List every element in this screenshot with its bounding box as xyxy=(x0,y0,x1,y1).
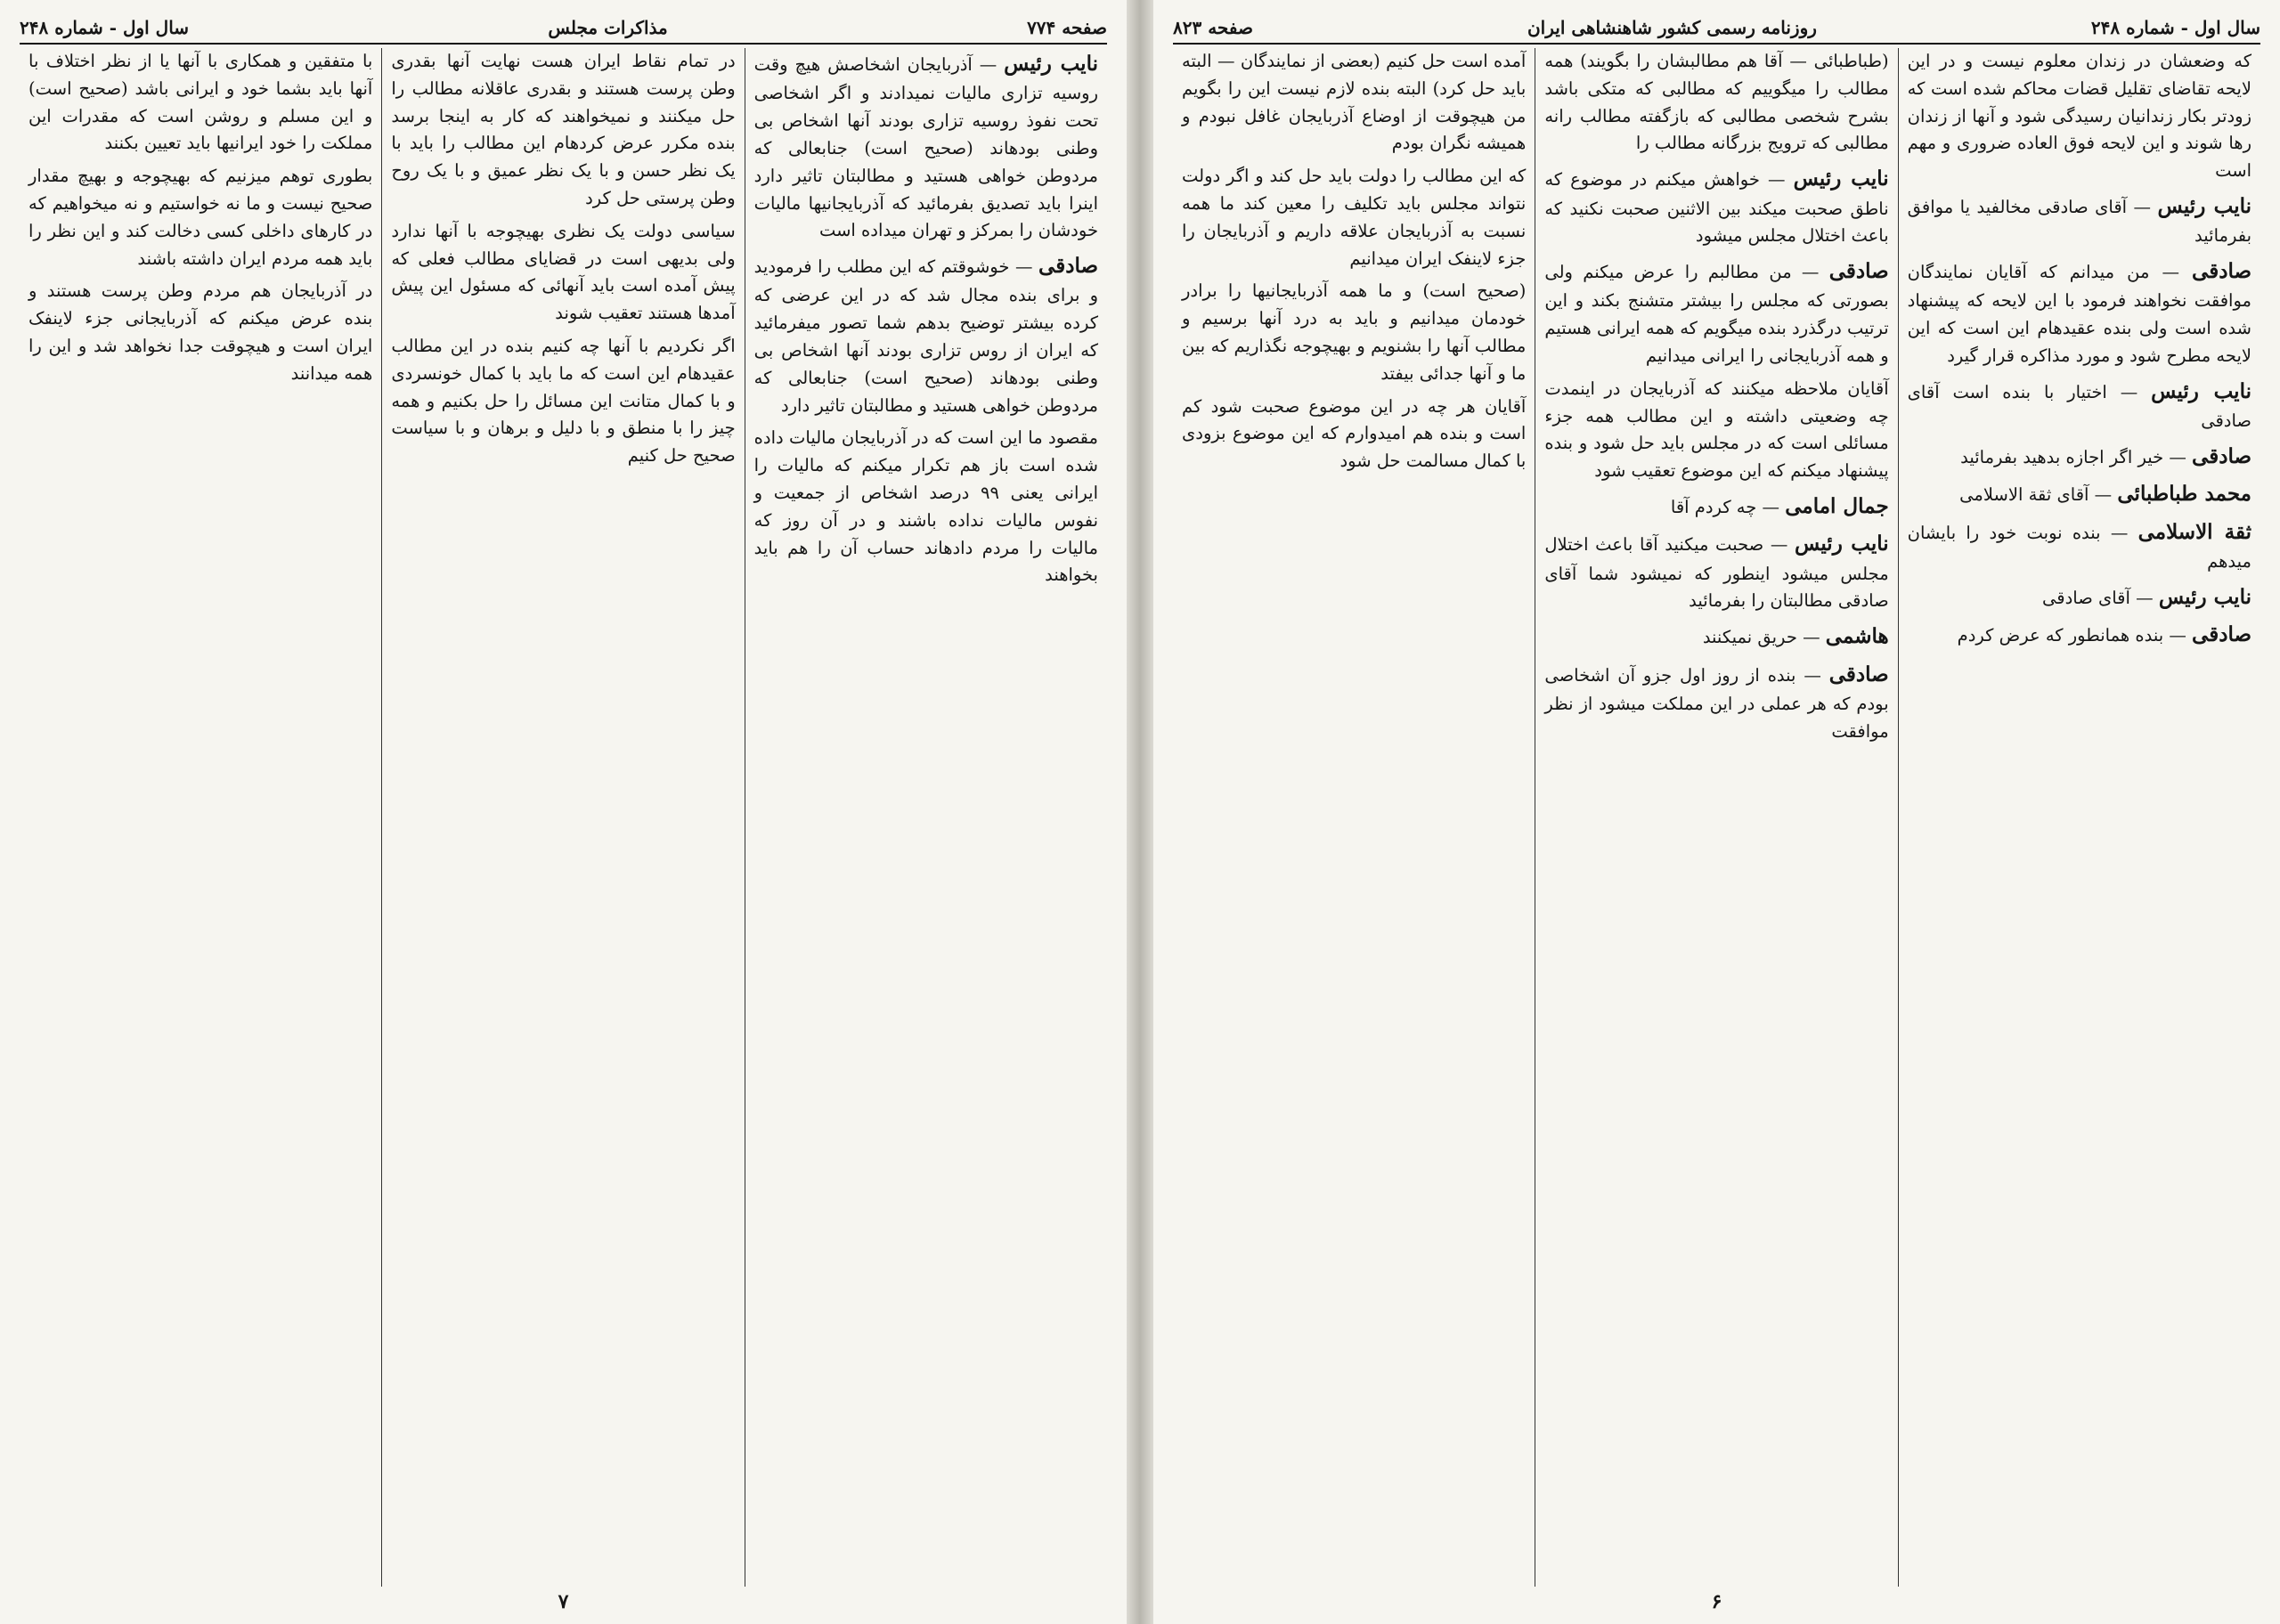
column xyxy=(1535,48,1898,1587)
speech-paragraph xyxy=(1908,516,2252,576)
speech-text: آقایان ملاحظه میکنند که آذربایجان در اینمدت چه وضعیتی داشته و این مطالب همه جزء مسائلی است که در مجلس باید حل شود و بنده پیشنهاد میکنم که این موضوع تعقیب شود xyxy=(1544,378,1889,482)
speech-paragraph xyxy=(1544,621,1888,653)
speech-paragraph xyxy=(1182,48,1526,158)
speech-text: — آقای ثقة الاسلامی xyxy=(1959,484,2113,506)
speech-paragraph xyxy=(28,48,372,158)
speech-text: — بنده نوبت خود را بایشان میدهم xyxy=(1907,522,2252,572)
speech-text: که این مطالب را دولت باید حل کند و اگر دولت نتواند مجلس باید تکلیف را معین کند ما همه نسبت به آذربایجان علاقه داریم و آذربایجان را جزء لاینفک ایران میدانیم xyxy=(1182,166,1527,269)
page-header xyxy=(20,12,1107,45)
speech-paragraph xyxy=(1544,256,1888,370)
speech-paragraph xyxy=(1182,163,1526,272)
column xyxy=(745,48,1107,1587)
speech-paragraph xyxy=(391,218,735,328)
folio-number: ۷ xyxy=(558,1590,569,1613)
speech-text: — من مطالبم را عرض میکنم ولی بصورتی که مجلس را بیشتر متشنج بکند و این ترتیب درگذرد بنده میگویم که همه ایرانی هستیم و همه آذربایجانی را ایرانی میدانیم xyxy=(1544,262,1889,367)
page-header xyxy=(1173,12,2260,45)
speech-paragraph xyxy=(1908,376,2252,435)
text-columns xyxy=(1173,48,2260,1587)
speech-paragraph xyxy=(28,278,372,387)
speech-text: سیاسی دولت یک نظری بهیچوجه با آنها ندارد ولی بدیهی است در قضایای مطالب فعلی که پیش آمده است باید آنهائی که مسئول این پیش آمدها هستند تعقیب شوند xyxy=(391,220,736,324)
speech-text: آقایان هر چه در این موضوع صحبت شود کم است و بنده هم امیدوارم که این موضوع بزودی با کمال مسالمت حل شود xyxy=(1182,395,1527,472)
speech-text: — صحبت میکنید آقا باعث اختلال مجلس میشود اینطور که نمیشود شما آقای صادقی مطالبتان را بفرمائید xyxy=(1544,534,1889,612)
speech-paragraph xyxy=(1908,441,2252,473)
speech-text: آمده است حل کنیم (بعضی از نمایندگان — البته باید حل کرد) البته بنده لازم نیست این را بگویم من هیچوقت از اوضاع آذربایجان غافل نبودم و همیشه نگران بودم xyxy=(1182,51,1527,154)
speech-paragraph xyxy=(1544,376,1888,485)
speech-text: — بنده همانطور که عرض کردم xyxy=(1957,625,2186,646)
column xyxy=(1899,48,2260,1587)
speech-paragraph xyxy=(1544,659,1888,746)
speech-text: — خیر اگر اجازه بدهید بفرمائید xyxy=(1960,446,2186,467)
speech-paragraph xyxy=(1544,491,1888,523)
speech-paragraph xyxy=(1908,619,2252,651)
speech-paragraph xyxy=(1908,478,2252,510)
issue-label: سال اول - شماره ۲۴۸ xyxy=(20,17,190,38)
folio-number: ۶ xyxy=(1711,1590,1722,1613)
speech-paragraph xyxy=(1544,48,1888,158)
speaker-name: نایب رئیس xyxy=(2151,378,2252,403)
speech-paragraph xyxy=(1544,528,1888,615)
column xyxy=(20,48,382,1587)
speech-text: — آقای صادقی xyxy=(2042,587,2154,608)
speech-text: — بنده از روز اول جزو آن اشخاصی بودم که هر عملی در این مملکت میشود از نظر موافقت xyxy=(1544,664,1889,742)
speech-text: در تمام نقاط ایران هست نهایت آنها بقدری وطن پرست هستند و بقدری عاقلانه مطالب را حل میکنند و نمیخواهند که کار به اینجا برسد بنده مکرر عرض کردهام این مطالب را باید با یک نظر حسن و با یک نظر عمیق و با یک روح وطن پرستی حل کرد xyxy=(391,51,736,208)
speech-text: مقصود ما این است که در آذربایجان مالیات داده شده است باز هم تکرار میکنم که مالیات را ایرانی یعنی ۹۹ درصد اشخاص از جمعیت و نفوس مالیات نداده باشند و در آن روز که مالیات را مردم دادهاند حساب آن را هم باید بخواهند xyxy=(753,427,1099,586)
speaker-name: صادقی xyxy=(1828,662,1889,686)
speech-paragraph xyxy=(1182,394,1526,475)
speech-paragraph xyxy=(1908,581,2252,613)
speech-paragraph xyxy=(754,425,1098,589)
speech-text: — حریق نمیکنند xyxy=(1702,627,1820,648)
text-columns xyxy=(20,48,1107,1587)
section-title: مذاکرات مجلس xyxy=(548,17,668,38)
speech-text: — آذربایجان اشخاصش هیچ وقت روسیه تزاری مالیات نمیدادند و اگر اشخاصی تحت نفوذ روسیه تزاری بودند آنها اشخاص بی وطنی بودهاند (صحیح است) جنابعالی که مردوطن خواهی هستید و مطالبتان تاثیر دارد اینرا باید تصدیق بفرمائید که آذربایجانیها مالیات خودشان را بمرکز و تهران میداده است xyxy=(753,54,1098,241)
speech-paragraph xyxy=(391,48,735,213)
issue-label: سال اول - شماره ۲۴۸ xyxy=(2090,17,2260,38)
speech-text: — خوشوقتم که این مطلب را فرمودید و برای بنده مجال شد که در این عرضی که کرده بیشتر توضیح بدهم شما تصور میفرمائید که ایران از روس تزاری بودند آنها اشخاص بی وطنی بودهاند (صحیح است) جنابعالی که مردوطن خواهی هستید و مطالبتان تاثیر دارد xyxy=(753,256,1098,416)
speaker-name: جمال امامی xyxy=(1785,494,1889,519)
speaker-name: صادقی xyxy=(1828,259,1889,284)
page-number-label: صفحه ۷۷۴ xyxy=(1027,17,1107,38)
speech-paragraph xyxy=(1908,48,2252,185)
speech-paragraph xyxy=(1908,256,2252,370)
speech-text: — من میدانم که آقایان نمایندگان موافقت نخواهند فرمود با این لایحه که پیشنهاد شده است ولی بنده عقیدهام این است که این لایحه مطرح شود و مورد مذاکره قرار گیرد xyxy=(1907,262,2252,367)
speaker-name: نایب رئیس xyxy=(1795,532,1889,556)
speaker-name: صادقی xyxy=(2192,622,2252,647)
speaker-name: نایب رئیس xyxy=(2157,193,2252,218)
speech-paragraph xyxy=(1544,163,1888,250)
speech-paragraph xyxy=(754,48,1098,245)
speaker-name: نایب رئیس xyxy=(2158,584,2252,609)
speech-text: با متفقین و همکاری با آنها یا از نظر اختلاف با آنها باید بشما خود و ایرانی باشد (صحیح است) و این مسلم و روشن است که مقدرات این مملکت را خود ایرانیها باید تعیین بکنند xyxy=(28,51,373,154)
left-page xyxy=(0,0,1127,1624)
speech-text: — خواهش میکنم در موضوع که ناطق صحبت میکند بین الاثنین صحبت نکنید که باعث اختلال مجلس میشود xyxy=(1544,169,1889,247)
speech-text: بطوری توهم میزنیم که بهیچوجه و بهیچ مقدار صحیح نیست و ما نه خواستیم و نه میخواهیم که در کارهای داخلی کسی دخالت کند و این نظر را باید همه مردم ایران داشته باشند xyxy=(28,166,373,269)
speech-text: در آذربایجان هم مردم وطن پرست هستند و بنده عرض میکنم که آذربایجانی جزء لاینفک ایران است و هیچوقت جدا نخواهد شد و این را همه میدانند xyxy=(28,280,373,384)
speech-paragraph xyxy=(28,163,372,272)
speaker-name: نایب رئیس xyxy=(1793,166,1889,191)
speaker-name: ثقة الاسلامی xyxy=(2138,519,2252,544)
speech-paragraph xyxy=(1182,278,1526,387)
column xyxy=(1173,48,1535,1587)
speech-paragraph xyxy=(754,250,1098,419)
speaker-name: محمد طباطبائی xyxy=(2117,482,2252,507)
binding-gutter xyxy=(1127,0,1153,1624)
speaker-name: صادقی xyxy=(1038,254,1098,279)
speech-paragraph xyxy=(1908,191,2252,250)
section-title: روزنامه رسمی کشور شاهنشاهی ایران xyxy=(1527,17,1817,38)
speaker-name: صادقی xyxy=(2192,259,2252,284)
speech-text: (طباطبائی — آقا هم مطالبشان را بگویند) همه مطالب را میگوییم که مطالبی که متکی باشد بشرح شخصی مطالبی که بازگفته مطالب رانه مطالبی که ترویج بزرگانه مطالب را xyxy=(1544,51,1889,154)
speaker-name: صادقی xyxy=(2192,443,2252,468)
speech-text: که وضعشان در زندان معلوم نیست و در این لایحه تقاضای تقلیل قضات محاکم شده است که زودتر بکار زندانیان رسیدگی شود و آنها از زندان رها شوند و این لایحه فوق العاده ضروری و مهم است xyxy=(1907,51,2252,182)
speech-text: — آقای صادقی مخالفید یا موافق بفرمائید xyxy=(1907,196,2252,247)
speech-text: — اختیار با بنده است آقای صادقی xyxy=(1907,381,2252,432)
page-number-label: صفحه ۸۲۳ xyxy=(1173,17,1253,38)
speaker-name: هاشمی xyxy=(1825,624,1889,649)
speech-text: (صحیح است) و ما همه آذربایجانیها را برادر خودمان میدانیم و باید به درد آنها برسیم و مطالب آنها را بشنویم و بهیچوجه نگذاریم که بین ما و آنها جدائی بیفتد xyxy=(1182,280,1527,384)
speech-text: — چه کردم آقا xyxy=(1670,497,1780,518)
speech-text: اگر نکردیم با آنها چه کنیم بنده در این مطالب عقیدهام این است که ما باید با کمال خونسردی و با کمال متانت این مسائل را حل بکنیم و همه چیز را با منطق و با دلیل و برهان و با سیاست صحیح حل کنیم xyxy=(391,335,736,467)
right-page xyxy=(1153,0,2280,1624)
column xyxy=(382,48,745,1587)
speaker-name: نایب رئیس xyxy=(1004,52,1098,76)
speech-paragraph xyxy=(391,333,735,470)
